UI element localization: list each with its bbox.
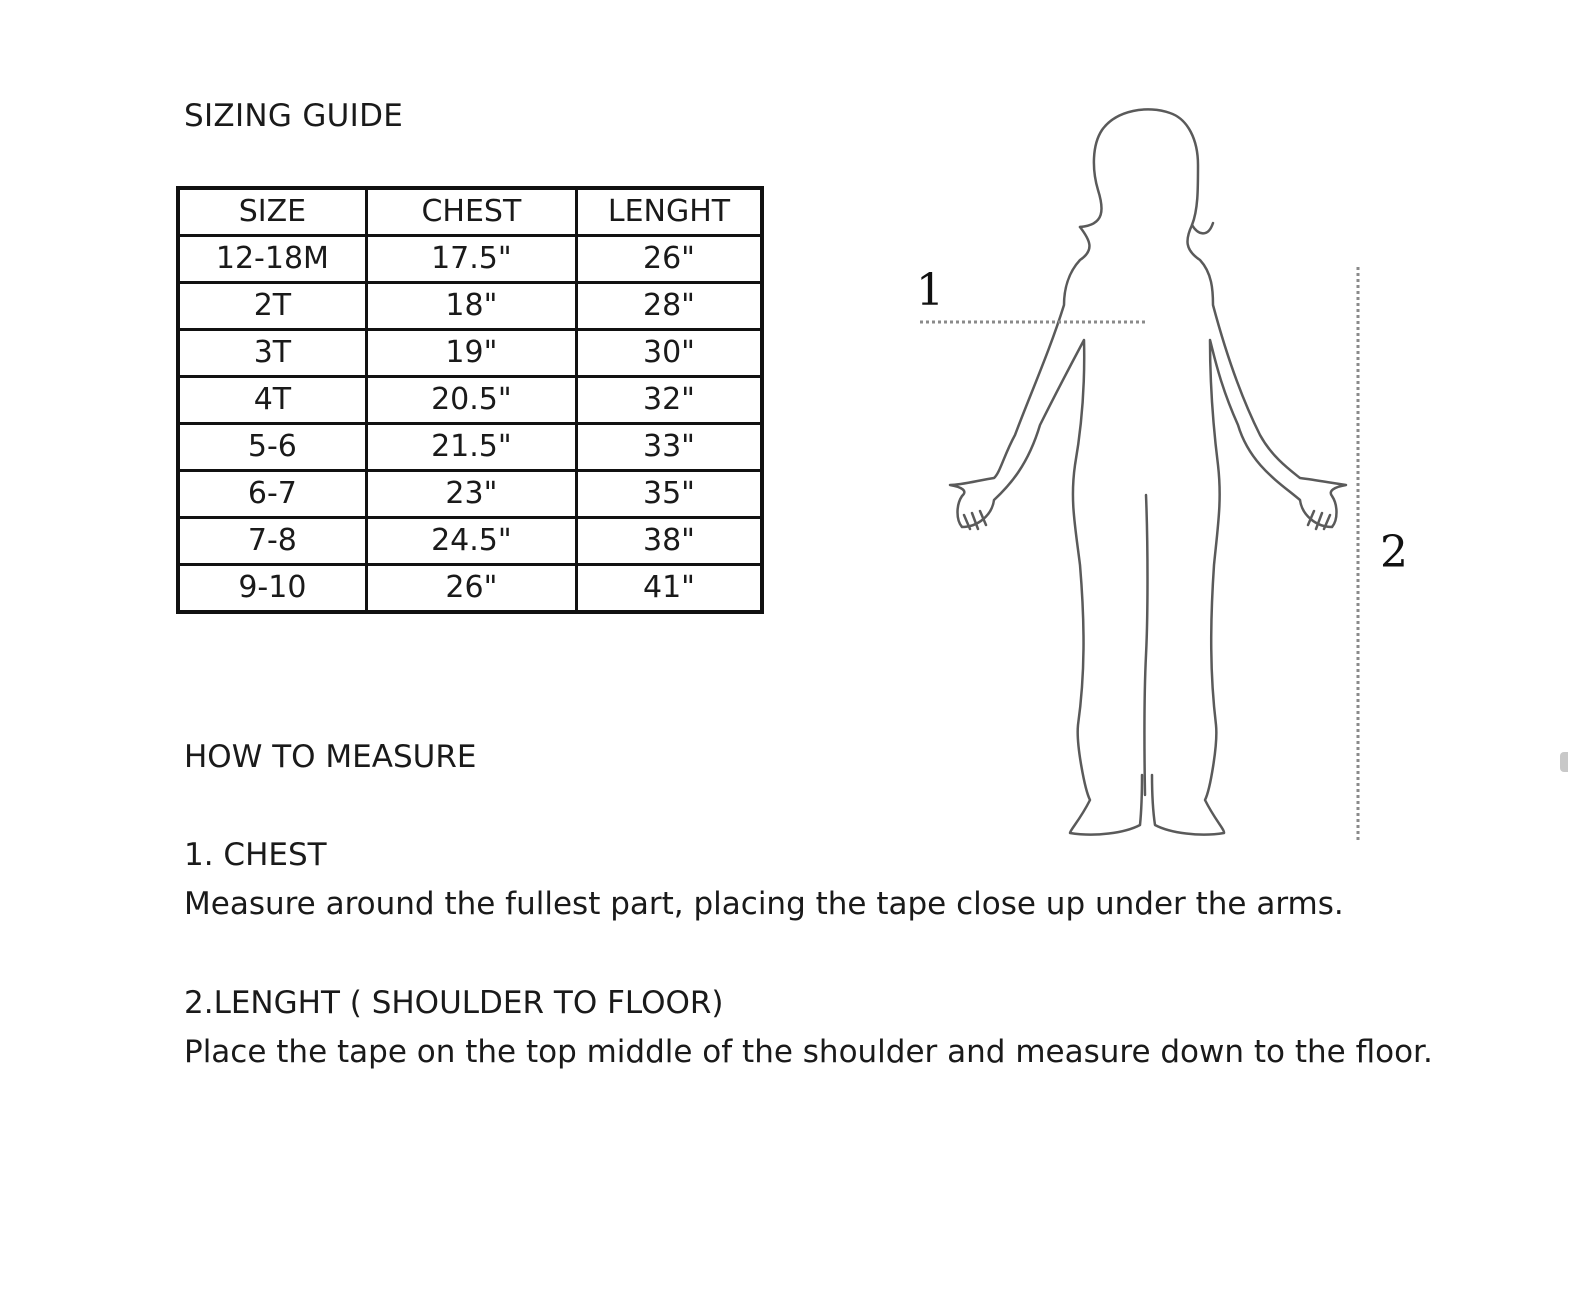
length-marker-label: 2 xyxy=(1380,527,1408,578)
child-outline xyxy=(950,109,1346,834)
length-cell: 28" xyxy=(576,283,762,330)
chest-marker-label: 1 xyxy=(916,265,944,316)
length-cell: 33" xyxy=(576,424,762,471)
table-row xyxy=(178,236,762,283)
chest-step-heading: 1. CHEST xyxy=(184,837,327,873)
length-cell: 41" xyxy=(576,565,762,613)
chest-cell: 20.5" xyxy=(366,377,576,424)
column-header-length: LENGHT xyxy=(576,188,762,236)
length-step-text: Place the tape on the top middle of the shoulder and measure down to the floor. xyxy=(184,1034,1433,1070)
size-cell: 9-10 xyxy=(178,565,366,613)
length-cell: 26" xyxy=(576,236,762,283)
table-row xyxy=(178,377,762,424)
size-cell: 4T xyxy=(178,377,366,424)
child-silhouette-icon xyxy=(880,95,1460,855)
length-step-heading: 2.LENGHT ( SHOULDER TO FLOOR) xyxy=(184,985,724,1021)
table-row xyxy=(178,283,762,330)
table-header-row xyxy=(178,188,762,236)
page-title: SIZING GUIDE xyxy=(184,98,404,134)
table-row xyxy=(178,518,762,565)
table-row xyxy=(178,330,762,377)
size-chart-table xyxy=(176,186,764,614)
chest-step-text: Measure around the fullest part, placing the tape close up under the arms. xyxy=(184,886,1344,922)
edge-indicator xyxy=(1560,752,1568,772)
chest-cell: 19" xyxy=(366,330,576,377)
size-cell: 2T xyxy=(178,283,366,330)
column-header-size: SIZE xyxy=(178,188,366,236)
chest-cell: 23" xyxy=(366,471,576,518)
size-cell: 12-18M xyxy=(178,236,366,283)
chest-cell: 17.5" xyxy=(366,236,576,283)
measurement-figure xyxy=(880,95,1460,855)
how-to-measure-title: HOW TO MEASURE xyxy=(184,739,477,775)
table-row xyxy=(178,424,762,471)
chest-cell: 24.5" xyxy=(366,518,576,565)
chest-cell: 26" xyxy=(366,565,576,613)
chest-cell: 21.5" xyxy=(366,424,576,471)
size-cell: 5-6 xyxy=(178,424,366,471)
chest-cell: 18" xyxy=(366,283,576,330)
length-cell: 30" xyxy=(576,330,762,377)
size-cell: 3T xyxy=(178,330,366,377)
table-row xyxy=(178,565,762,613)
length-cell: 32" xyxy=(576,377,762,424)
column-header-chest: CHEST xyxy=(366,188,576,236)
table-row xyxy=(178,471,762,518)
length-cell: 38" xyxy=(576,518,762,565)
length-cell: 35" xyxy=(576,471,762,518)
size-cell: 7-8 xyxy=(178,518,366,565)
size-cell: 6-7 xyxy=(178,471,366,518)
